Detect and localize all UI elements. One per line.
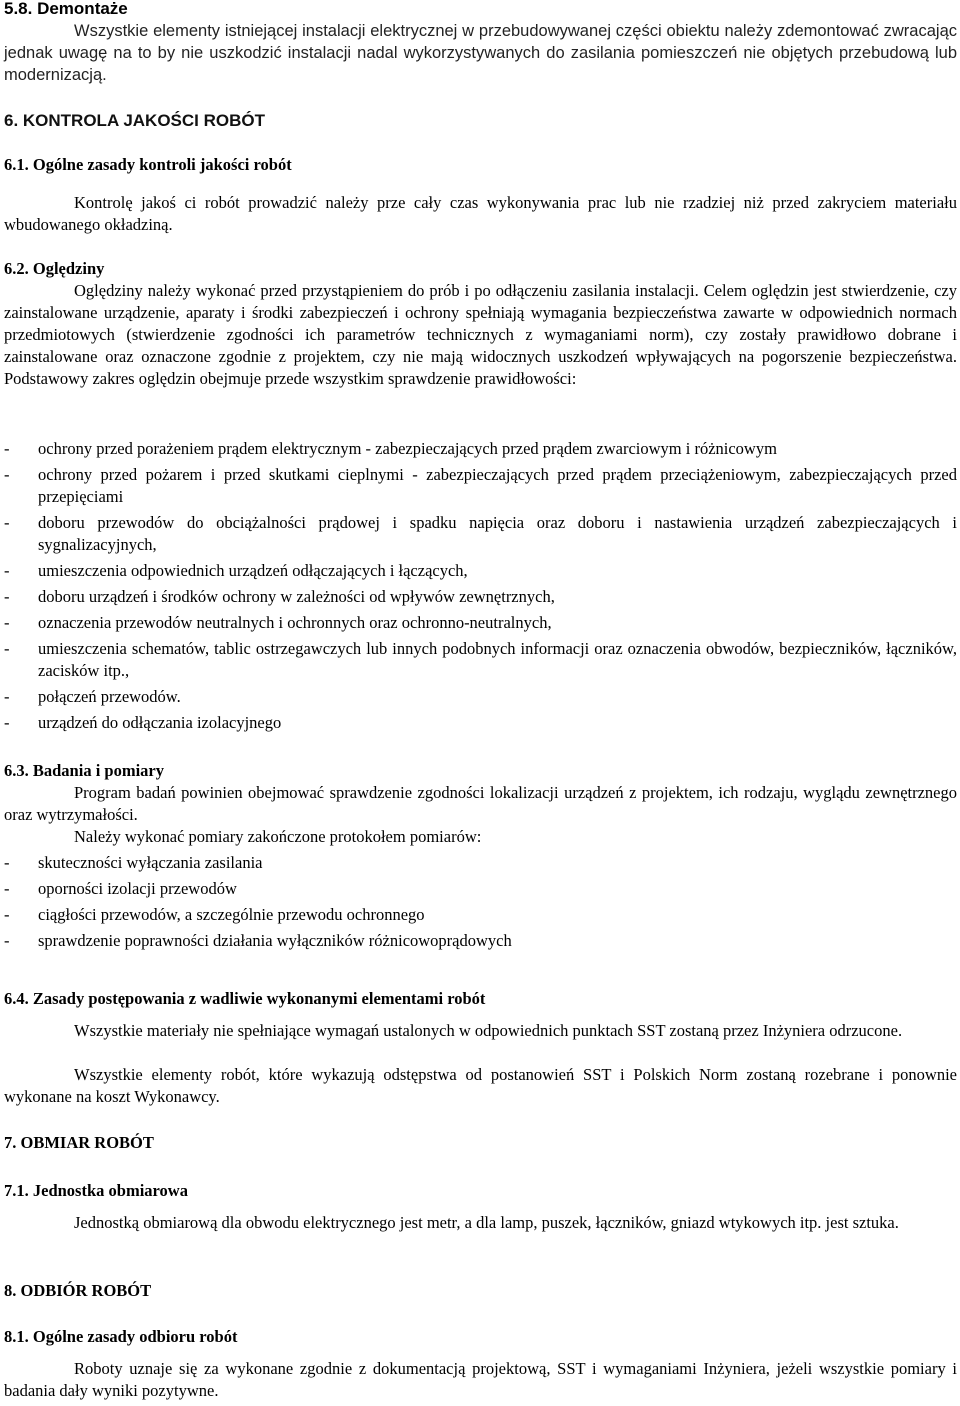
- section-6-4-heading: 6.4. Zasady postępowania z wadliwie wykonanymi elementami robót: [4, 989, 486, 1008]
- section-6-2-heading: 6.2. Oględziny: [4, 259, 105, 278]
- section-6-2-text: Oględziny należy wykonać przed przystąpieniem do prób i po odłączeniu zasilania instalacji. Celem oględzin jest stwierdzenie, czy zainstalowane urządzenie, aparaty i środki zabezpieczeń i ochrony spełniają wymagania bezpieczeństwa zawarte w odpowiednich normach przedmiotowych (stwierdzenie zgodności ich parametrów technicznych z wymaganiami norm), czy zostały prawidłowo dobrane i zainstalowane oraz oznaczone zgodnie z projektem, czy nie mają widocznych uszkodzeń wpływających na pogorszenie bezpieczeństwa. Podstawowy zakres oględzin obejmuje przede wszystkim sprawdzenie prawidłowości:: [4, 281, 957, 388]
- section-6-3-heading: 6.3. Badania i pomiary: [4, 761, 164, 780]
- section-6-3-text-1: Program badań powinien obejmować sprawdzenie zgodności lokalizacji urządzeń z projektem, ich rodzaju, wyglądu zewnętrznego oraz wytrzymałości.: [4, 783, 957, 824]
- inspection-list: [4, 438, 957, 734]
- section-7-1-text: Jednostką obmiarową dla obwodu elektrycznego jest metr, a dla lamp, puszek, łączników, gniazd wtykowych itp. jest sztuka.: [74, 1213, 899, 1232]
- list-item: - umieszczenia schematów, tablic ostrzegawczych lub innych podobnych informacji oraz oznaczenia obwodów, bezpieczników, łączników, zacisków itp.,: [4, 639, 957, 680]
- section-8-1-text: Roboty uznaje się za wykonane zgodnie z dokumentacją projektową, SST i wymaganiami Inżyniera, jeżeli wszystkie pomiary i badania dały wyniki pozytywne.: [4, 1359, 957, 1400]
- list-item: - doboru urządzeń i środków ochrony w zależności od wpływów zewnętrznych,: [4, 587, 555, 606]
- section-8-1-heading: 8.1. Ogólne zasady odbioru robót: [4, 1327, 238, 1346]
- list-item: - oznaczenia przewodów neutralnych i ochronnych oraz ochronno-neutralnych,: [4, 613, 552, 632]
- section-5-8-heading: 5.8. Demontaże: [4, 0, 128, 18]
- list-item: - oporności izolacji przewodów: [4, 879, 237, 898]
- list-item: - ochrony przed pożarem i przed skutkami cieplnymi - zabezpieczających przed prądem przeciążeniowym, zabezpieczających przed przepięciami: [4, 465, 957, 506]
- section-7-1-heading: 7.1. Jednostka obmiarowa: [4, 1181, 188, 1200]
- measurements-list: [4, 852, 957, 952]
- section-6-3-text-2: Należy wykonać pomiary zakończone protokołem pomiarów:: [74, 827, 482, 846]
- list-item: - połączeń przewodów.: [4, 687, 181, 706]
- section-6-4-text-2: Wszystkie elementy robót, które wykazują odstępstwa od postanowień SST i Polskich Norm zostaną rozebrane i ponownie wykonane na koszt Wykonawcy.: [4, 1065, 957, 1106]
- list-item: - sprawdzenie poprawności działania wyłączników różnicowoprądowych: [4, 931, 512, 950]
- section-6-1-text: Kontrolę jakoś ci robót prowadzić należy prze cały czas wykonywania prac lub nie rzadziej niż przed zakryciem materiału wbudowanego okładziną.: [4, 193, 957, 234]
- list-item: - umieszczenia odpowiednich urządzeń odłączających i łączących,: [4, 561, 468, 580]
- list-item: - ochrony przed porażeniem prądem elektrycznym - zabezpieczających przed prądem zwarciowym i różnicowym: [4, 439, 777, 458]
- section-7-heading: 7. OBMIAR ROBÓT: [4, 1133, 154, 1152]
- section-6-heading: 6. KONTROLA JAKOŚCI ROBÓT: [4, 111, 265, 130]
- section-8-heading: 8. ODBIÓR ROBÓT: [4, 1281, 152, 1300]
- section-5-8-text: Wszystkie elementy istniejącej instalacji elektrycznej w przebudowywanej części obiektu należy zdemontować zwracając jednak uwagę na to by nie uszkodzić instalacji nadal wykorzystywanych do zasilania pomieszczeń nie objętych przebudową lub modernizacją.: [4, 22, 957, 84]
- section-6-4-text-1: Wszystkie materiały nie spełniające wymagań ustalonych w odpowiednich punktach SST zostaną przez Inżyniera odrzucone.: [74, 1021, 903, 1040]
- list-item: - skuteczności wyłączania zasilania: [4, 853, 263, 872]
- list-item: - urządzeń do odłączania izolacyjnego: [4, 713, 282, 732]
- section-6-1-heading: 6.1. Ogólne zasady kontroli jakości robót: [4, 155, 292, 174]
- list-item: - ciągłości przewodów, a szczególnie przewodu ochronnego: [4, 905, 425, 924]
- list-item: - doboru przewodów do obciążalności prądowej i spadku napięcia oraz doboru i nastawienia urządzeń zabezpieczających i sygnalizacyjnych,: [4, 513, 957, 554]
